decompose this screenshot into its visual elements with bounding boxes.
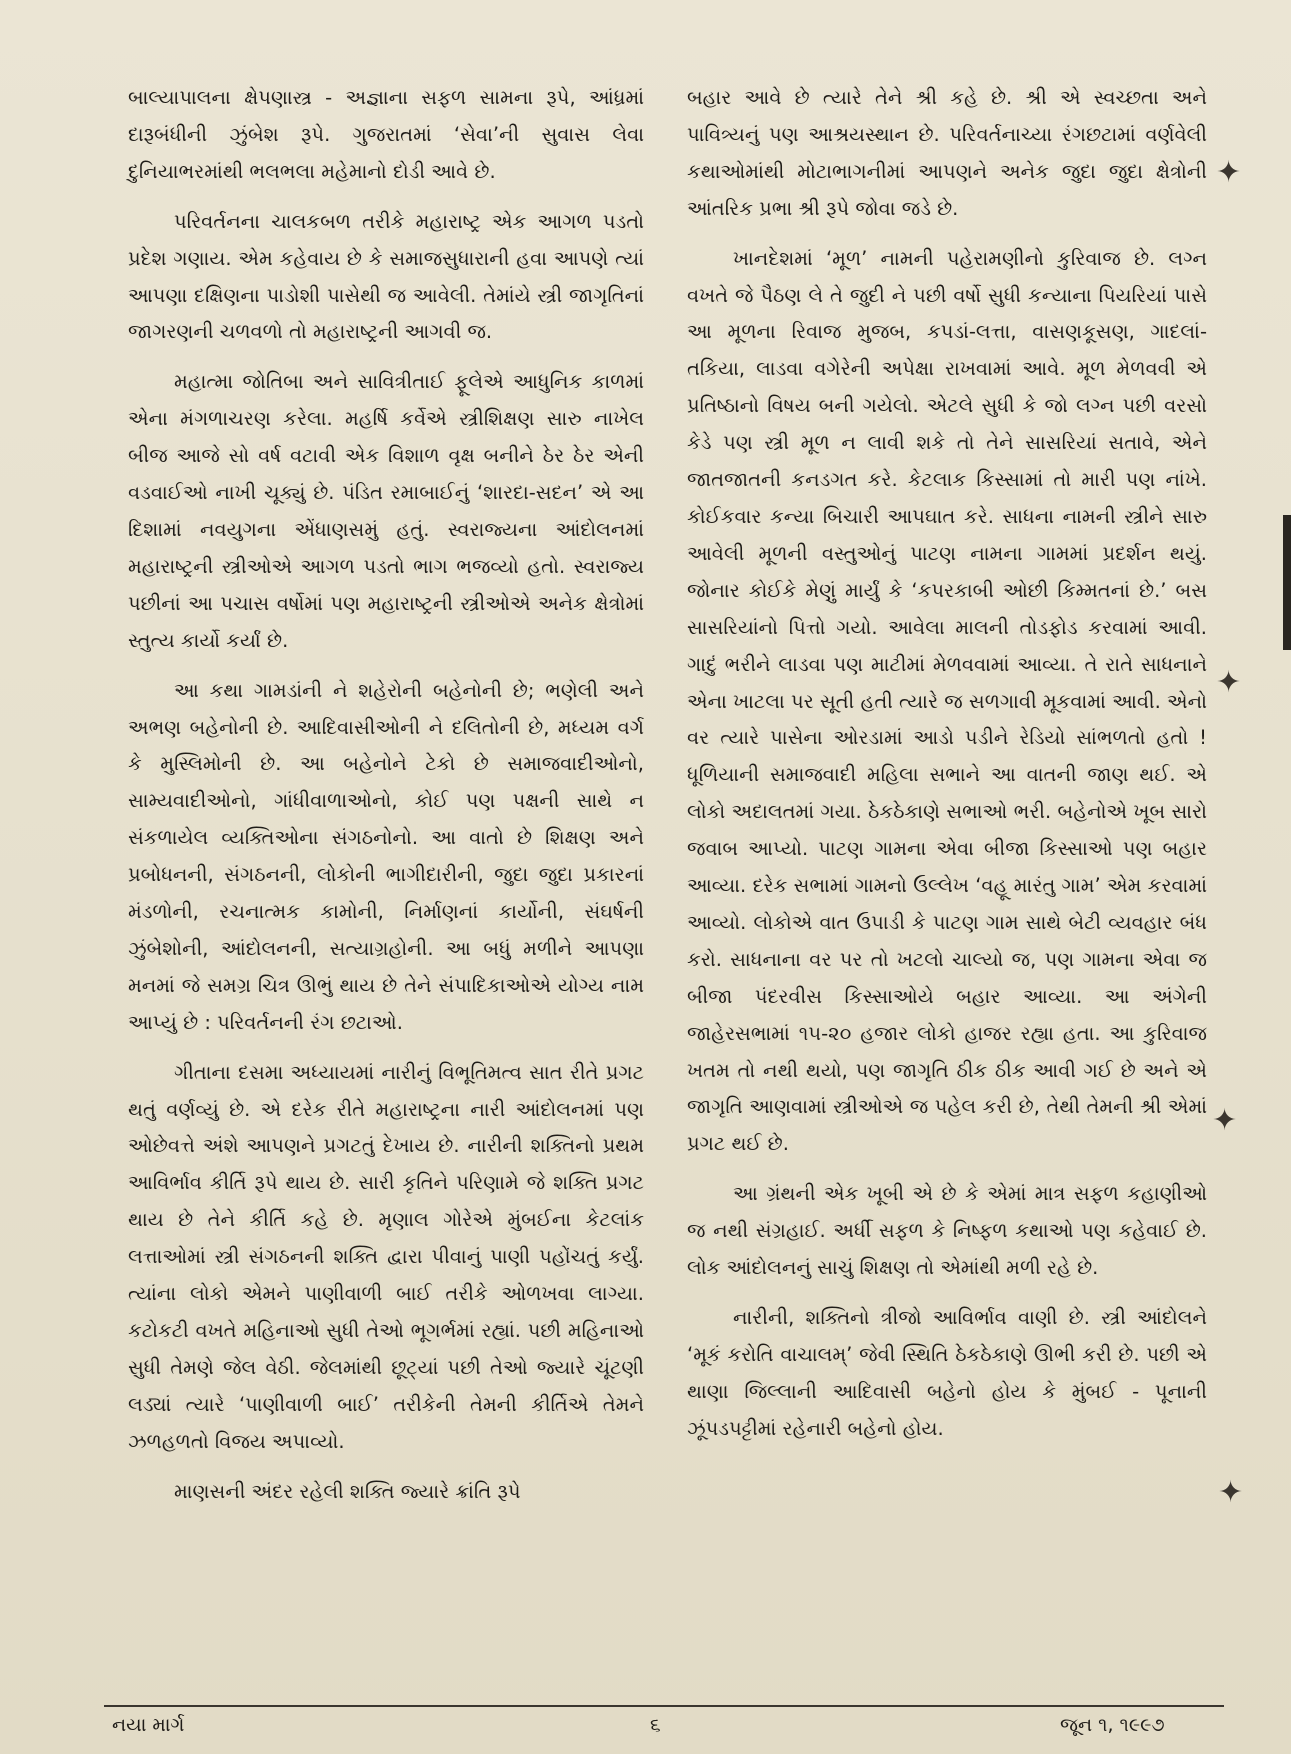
paragraph: માણસની અંદર રહેલી શક્તિ જ્યારે ક્રાંતિ રૂપે xyxy=(174,1479,521,1503)
paragraph: આ ગ્રંથની એક ખૂબી એ છે કે એમાં માત્ર સફળ કહાણીઓ જ નથી સંગ્રહાઈ. અર્ધી સફળ કે નિષ્ફળ કથાઓ પણ કહેવાઈ છે. લોક આંદોલનનું સાચું શિક્ષણ તો એમાંથી મળી રહે છે. xyxy=(687,1182,1207,1280)
paragraph: આ કથા ગામડાંની ને શહેરોની બહેનોની છે; ભણેલી અને અભણ બહેનોની છે. આદિવાસીઓની ને દલિતોની છે, મધ્યમ વર્ગ કે મુસ્લિમોની છે. આ બહેનોને ટેકો છે સમાજવાદીઓનો, સામ્યવાદીઓનો, ગાંધીવાળાઓનો, કોઈ પણ પક્ષની સાથે ન સંકળાયેલ વ્યક્તિઓના સંગઠનોનો. આ વાતો છે શિક્ષણ અને પ્રબોધનની, સંગઠનની, લોકોની ભાગીદારીની, જુદા જુદા પ્રકારનાં મંડળોની, રચનાત્મક કામોની, નિર્માણનાં કાર્યોની, સંઘર્ષની ઝુંબેશોની, આંદોલનની, સત્યાગ્રહોની. આ બધું મળીને આપણા મનમાં જે સમગ્ર ચિત્ર ઊભું થાય છે તેને સંપાદિકાઓએ યોગ્ય નામ આપ્યું છે : પરિવર્તનની રંગ છટાઓ. xyxy=(128,678,644,1034)
paragraph: ગીતાના દસમા અધ્યાયમાં નારીનું વિભૂતિમત્વ સાત રીતે પ્રગટ થતું વર્ણવ્યું છે. એ દરેક રીતે મહારાષ્ટ્રના નારી આંદોલનમાં પણ ઓછેવત્તે અંશે આપણને પ્રગટતું દેખાય છે. નારીની શક્તિનો પ્રથમ આવિર્ભાવ કીર્તિ રૂપે થાય છે. સારી કૃતિને પરિણામે જે શક્તિ પ્રગટ થાય છે તેને કીર્તિ કહે છે. મૃણાલ ગોરેએ મુંબઈના કેટલાંક લત્તાઓમાં સ્ત્રી સંગઠનની શક્તિ દ્વારા પીવાનું પાણી પહોંચતું કર્યું. ત્યાંના લોકો એમને પાણીવાળી બાઈ તરીકે ઓળખવા લાગ્યા. કટોકટી વખતે મહિનાઓ સુધી તેઓ ભૂગર્ભમાં રહ્યાં. પછી મહિનાઓ સુધી તેમણે જેલ વેઠી. જેલમાંથી છૂટ્યાં પછી તેઓ જ્યારે ચૂંટણી લડ્યાં ત્યારે ‘પાણીવાળી બાઈ’ તરીકેની તેમની કીર્તિએ તેમને ઝળહળતો વિજય અપાવ્યો. xyxy=(128,1060,644,1453)
right-column xyxy=(687,80,1207,1461)
paragraph: બાલ્યાપાલના ક્ષેપણાસ્ત્ર - અજ્ઞાના સફળ સામના રૂપે, આંધ્રમાં દારૂબંધીની ઝુંબેશ રૂપે. ગુજરાતમાં ‘સેવા’ની સુવાસ લેવા દુનિયાભરમાંથી ભલભલા મહેમાનો દોડી આવે છે. xyxy=(128,86,644,183)
paragraph: મહાત્મા જોતિબા અને સાવિત્રીતાઈ ફૂલેએ આધુનિક કાળમાં એના મંગળાચરણ કરેલા. મહર્ષિ કર્વેએ સ્ત્રીશિક્ષણ સારુ નાખેલ બીજ આજે સો વર્ષ વટાવી એક વિશાળ વૃક્ષ બનીને ઠેર ઠેર એની વડવાઈઓ નાખી ચૂક્યું છે. પંડિત રમાબાઈનું ‘શારદા-સદન’ એ આ દિશામાં નવયુગના એંધાણસમું હતું. સ્વરાજ્યના આંદોલનમાં મહારાષ્ટ્રની સ્ત્રીઓએ આગળ પડતો ભાગ ભજવ્યો હતો. સ્વરાજ્ય પછીનાં આ પચાસ વર્ષોમાં પણ મહારાષ્ટ્રની સ્ત્રીઓએ અનેક ક્ષેત્રોમાં સ્તુત્ય કાર્યો કર્યાં છે. xyxy=(128,370,644,652)
publication-name: નયા માર્ગ xyxy=(112,1714,185,1736)
binding-edge xyxy=(1283,515,1291,650)
page-footer xyxy=(0,1714,1291,1744)
footer-divider xyxy=(104,1705,1224,1707)
paragraph: પરિવર્તનના ચાલકબળ તરીકે મહારાષ્ટ્ર એક આગળ પડતો પ્રદેશ ગણાય. એમ કહેવાય છે કે સમાજસુધારાની હવા આપણે ત્યાં આપણા દક્ષિણના પાડોશી પાસેથી જ આવેલી. તેમાંયે સ્ત્રી જાગૃતિનાં જાગરણની ચળવળો તો મહારાષ્ટ્રની આગવી જ. xyxy=(128,209,644,344)
page-number: ૬ xyxy=(650,1714,661,1736)
paper-tear-mark: ✦ xyxy=(1216,155,1242,190)
paper-tear-mark: ✦ xyxy=(1218,1475,1244,1510)
left-column xyxy=(128,80,644,1524)
paper-tear-mark: ✦ xyxy=(1212,1103,1238,1138)
paper-tear-mark: ✦ xyxy=(1216,665,1242,700)
paragraph: નારીની, શક્તિનો ત્રીજો આવિર્ભાવ વાણી છે. સ્ત્રી આંદોલને ‘મૂકં કરોતિ વાચાલમ્’ જેવી સ્થિતિ ઠેકઠેકાણે ઊભી કરી છે. પછી એ થાણા જિલ્લાની આદિવાસી બહેનો હોય કે મુંબઈ - પૂનાની ઝૂંપડપટ્ટીમાં રહેનારી બહેનો હોય. xyxy=(687,1306,1207,1440)
paragraph: બહાર આવે છે ત્યારે તેને શ્રી કહે છે. શ્રી એ સ્વચ્છતા અને પાવિત્ર્યનું પણ આશ્રયસ્થાન છે. પરિવર્તનાચ્યા રંગછટામાં વર્ણવેલી કથાઓમાંથી મોટાભાગનીમાં આપણને અનેક જુદા જુદા ક્ષેત્રોની આંતરિક પ્રભા શ્રી રૂપે જોવા જડે છે. xyxy=(687,86,1207,220)
paragraph: ખાનદેશમાં ‘મૂળ’ નામની પહેરામણીનો કુરિવાજ છે. લગ્ન વખતે જે પૈઠણ લે તે જુદી ને પછી વર્ષો સુધી કન્યાના પિયરિયાં પાસે આ મૂળના રિવાજ મુજબ, કપડાં-લત્તા, વાસણકૂસણ, ગાદલાં- તકિયા, લાડવા વગેરેની અપેક્ષા રાખવામાં આવે. મૂળ મેળવવી એ પ્રતિષ્ઠાનો વિષય બની ગયેલો. એટલે સુધી કે જો લગ્ન પછી વરસો કેડે પણ સ્ત્રી મૂળ ન લાવી શકે તો તેને સાસરિયાં સતાવે, એને જાતજાતની કનડગત કરે. કેટલાક કિસ્સામાં તો મારી પણ નાંખે. કોઈકવાર કન્યા બિચારી આપઘાત કરે. સાધના નામની સ્ત્રીને સારુ આવેલી મૂળની વસ્તુઓનું પાટણ નામના ગામમાં પ્રદર્શન થયું. જોનાર કોઈકે મેણું માર્યું કે ‘કપરકાબી ઓછી કિમ્મતનાં છે.’ બસ સાસરિયાંનો પિત્તો ગયો. આવેલા માલની તોડફોડ કરવામાં આવી. ગાદું ભરીને લાડવા પણ માટીમાં મેળવવામાં આવ્યા. તે રાતે સાધનાને એના ખાટલા પર સૂતી હતી ત્યારે જ સળગાવી મૂકવામાં આવી. એનો વર ત્યારે પાસેના ઓરડામાં આડો પડીને રેડિયો સાંભળતો હતો ! ધૂળિયાની સમાજવાદી મહિલા સભાને આ વાતની જાણ થઈ. એ લોકો અદાલતમાં ગયા. ઠેકઠેકાણે સભાઓ ભરી. બહેનોએ ખૂબ સારો જવાબ આપ્યો. પાટણ ગામના એવા બીજા કિસ્સાઓ પણ બહાર આવ્યા. દરેક સભામાં ગામનો ઉલ્લેખ ‘વહૂ મારંતુ ગામ’ એમ કરવામાં આવ્યો. લોકોએ વાત ઉપાડી કે પાટણ ગામ સાથે બેટી વ્યવહાર બંધ કરો. સાધનાના વર પર તો ખટલો ચાલ્યો જ, પણ ગામના એવા જ બીજા પંદરવીસ કિસ્સાઓયે બહાર આવ્યા. આ અંગેની જાહેરસભામાં ૧૫-૨૦ હજાર લોકો હાજર રહ્યા હતા. આ કુરિવાજ ખતમ તો નથી થયો, પણ જાગૃતિ ઠીક ઠીક આવી ગઈ છે અને એ જાગૃતિ આણવામાં સ્ત્રીઓએ જ પહેલ કરી છે, તેથી તેમની શ્રી એમાં પ્રગટ થઈ છે. xyxy=(687,246,1207,1156)
issue-date: જૂન ૧, ૧૯૯૭ xyxy=(1060,1714,1165,1736)
